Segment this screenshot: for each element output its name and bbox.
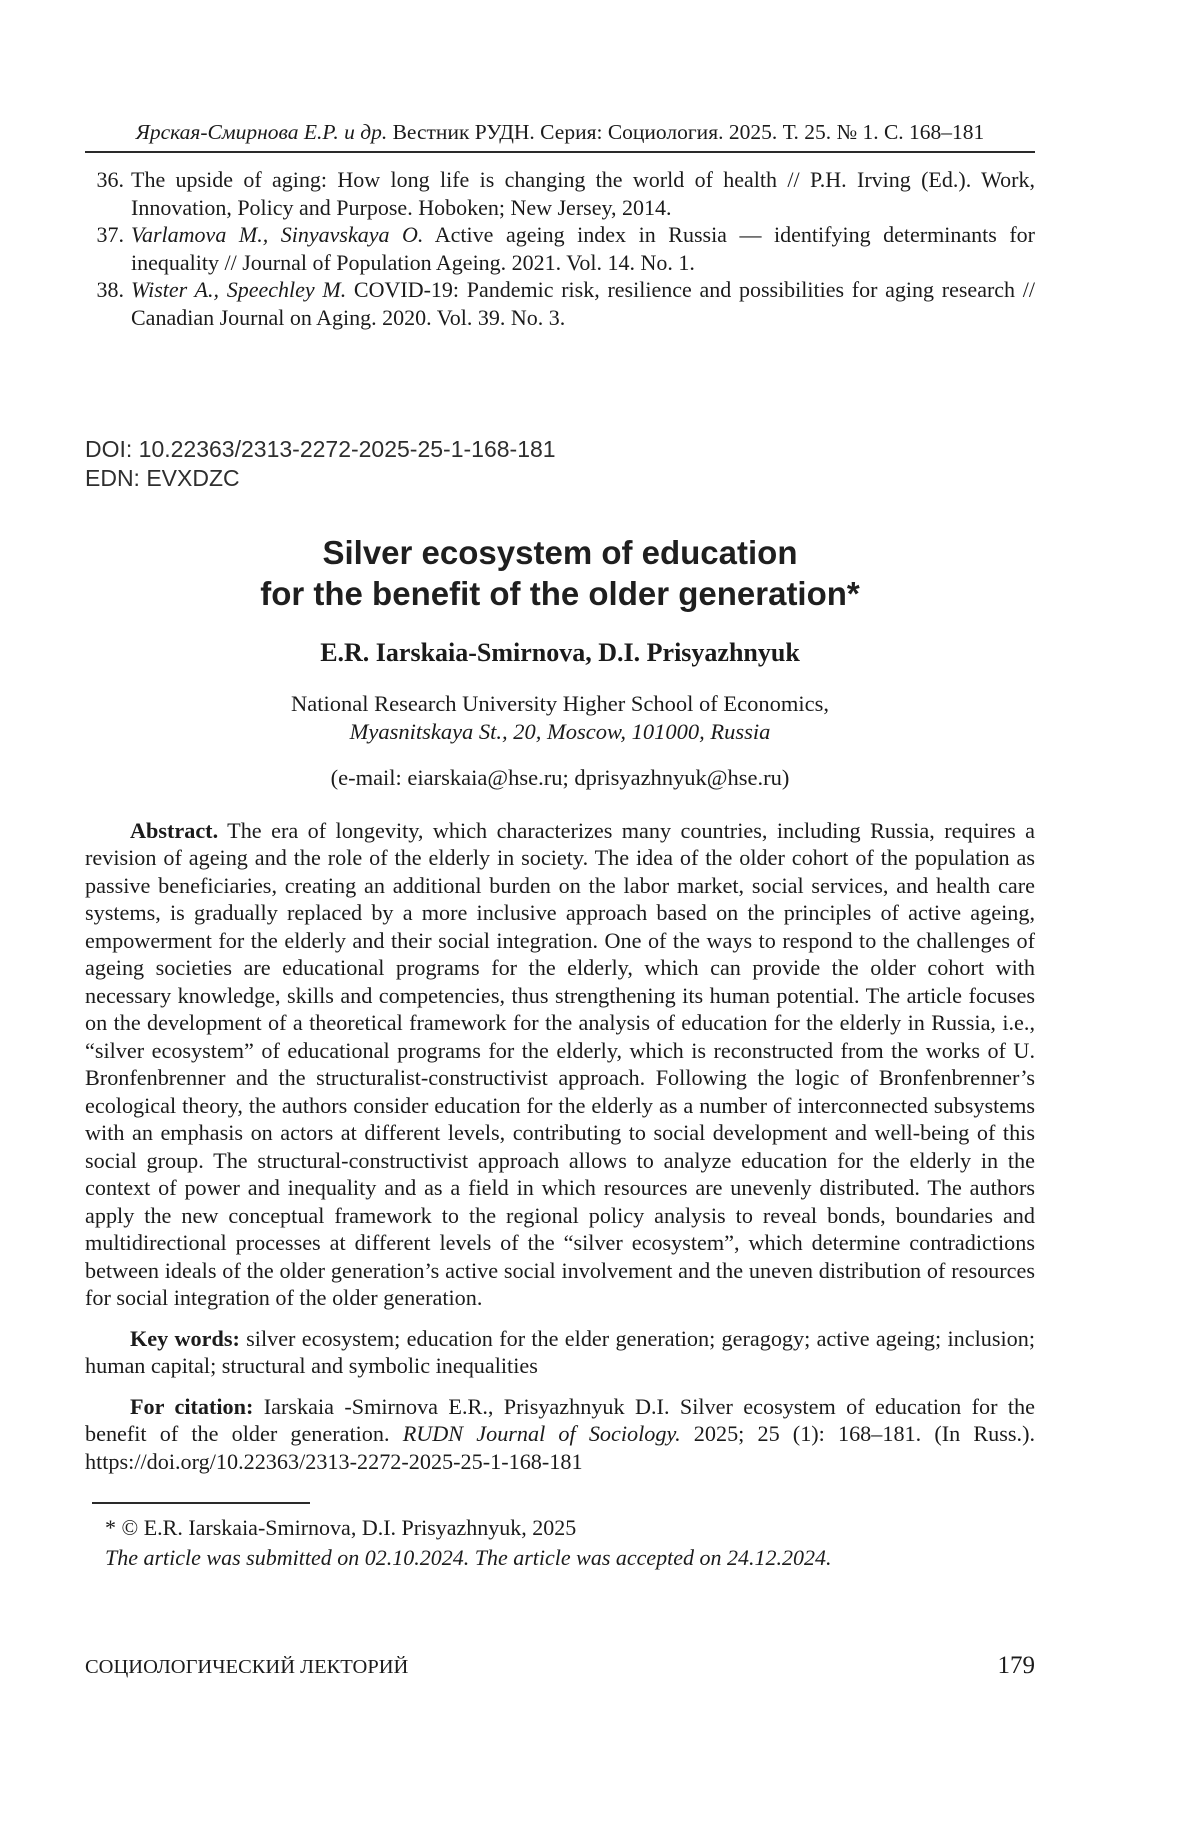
reference-authors: Wister A., Speechley M.	[131, 277, 347, 303]
title-line-2: for the benefit of the older generation*	[260, 574, 860, 612]
reference-number: 37.	[96, 222, 124, 248]
reference-authors: Varlamova M., Sinyavskaya O.	[131, 222, 424, 248]
reference-item	[85, 221, 1035, 276]
keywords-label: Key words:	[130, 1325, 240, 1351]
footnote-copyright: * © E.R. Iarskaia-Smirnova, D.I. Prisyazhnyuk, 2025	[105, 1515, 577, 1541]
reference-body: COVID-19: Pandemic risk, resilience and possibilities for aging research // Canadian Journal on Aging. 2020. Vol. 39. No. 3.	[131, 277, 1035, 330]
reference-number: 38.	[96, 277, 124, 303]
reference-item	[85, 166, 1035, 221]
reference-body: Active ageing index in Russia — identifying determinants for inequality // Journal of Population Ageing. 2021. Vol. 14. No. 1.	[131, 222, 1035, 275]
reference-text	[131, 166, 1035, 221]
affiliation-block	[85, 690, 1035, 746]
reference-text	[131, 276, 1035, 331]
header-rule	[85, 151, 1035, 153]
page-number: 179	[997, 1652, 1035, 1679]
article-identifiers	[85, 435, 1035, 494]
reference-number: 36.	[96, 167, 124, 192]
footnote-dates: The article was submitted on 02.10.2024. The article was accepted on 24.12.2024.	[105, 1545, 832, 1571]
running-head	[85, 118, 1035, 146]
page-footer	[85, 1652, 1035, 1680]
footer-section-title: СОЦИОЛОГИЧЕСКИЙ ЛЕКТОРИЙ	[85, 1656, 409, 1678]
footnote-block	[85, 1513, 1035, 1573]
running-head-journal: Вестник РУДН. Серия: Социология. 2025. Т. 25. № 1. С. 168–181	[387, 120, 985, 144]
authors-line: E.R. Iarskaia-Smirnova, D.I. Prisyazhnyuk	[320, 637, 800, 667]
citation-text-after: 2025; 25 (1): 168–181. (In Russ.). https://doi.org/10.22363/2313-2272-2025-25-1-168-181	[85, 1421, 1035, 1474]
article-title	[85, 532, 1035, 614]
affiliation-line-1: National Research University Higher School of Economics,	[291, 690, 829, 716]
email-line: (e-mail: eiarskaia@hse.ru; dprisyazhnyuk@hse.ru)	[330, 764, 790, 790]
affiliation-line-2: Myasnitskaya St., 20, Moscow, 101000, Russia	[349, 718, 771, 744]
references-list	[85, 166, 1035, 332]
abstract-text: The era of longevity, which characterizes many countries, including Russia, requires a revision of ageing and the role of the elderly in society. The idea of the older cohort of the population as passive beneficiaries, creating an additional burden on the labor market, social services, and health care systems, is gradually replaced by a more inclusive approach based on the principles of active ageing, empowerment for the elderly and their social integration. One of the ways to respond to the challenges of ageing societies are educational programs for the elderly, which can provide the older cohort with necessary knowledge, skills and competencies, thus strengthening its human potential. The article focuses on the development of a theoretical framework for the analysis of education for the elderly in Russia, i.e., “silver ecosystem” of educational programs for the elderly, which is reconstructed from the works of U. Bronfenbrenner and the structuralist-constructivist approach. Following the logic of Bronfenbrenner’s ecological theory, the authors consider education for the elderly as a number of interconnected subsystems with an emphasis on actors at different levels, contributing to social development and well-being of this social group. The structural-constructivist approach allows to analyze education for the elderly in the context of power and inequality and as a field in which resources are unevenly distributed. The authors apply the new conceptual framework to the regional policy analysis to reveal bonds, boundaries and multidirectional processes at different levels of the “silver ecosystem”, which determine contradictions between ideals of the older generation’s active social involvement and the uneven distribution of resources for social integration of the older generation.	[85, 817, 1035, 1311]
citation-text-before: Iarskaia -Smirnova E.R., Prisyazhnyuk D.I. Silver ecosystem of education for the benefit of the older generation.	[85, 1393, 1035, 1447]
citation-label: For citation:	[130, 1393, 254, 1419]
keywords-paragraph	[85, 1325, 1035, 1380]
content-column	[85, 0, 1035, 1573]
edn-line: EDN: EVXDZC	[85, 465, 240, 492]
title-line-1: Silver ecosystem of education	[322, 533, 798, 571]
abstract-label: Abstract.	[130, 817, 219, 843]
doi-line: DOI: 10.22363/2313-2272-2025-25-1-168-181	[85, 435, 556, 462]
keywords-text: silver ecosystem; education for the elder generation; geragogy; active ageing; inclusion; human capital; structural and symbolic inequalities	[85, 1325, 1035, 1379]
abstract-paragraph	[85, 817, 1035, 1312]
reference-body: The upside of aging: How long life is changing the world of health // P.H. Irving (Ed.). Work, Innovation, Policy and Purpose. Hoboken; New Jersey, 2014.	[131, 167, 1035, 220]
running-head-authors: Ярская-Смирнова Е.Р. и др.	[135, 120, 388, 144]
reference-text	[131, 221, 1035, 276]
citation-paragraph	[85, 1393, 1035, 1476]
footnote-rule	[92, 1502, 310, 1504]
reference-item	[85, 276, 1035, 331]
citation-journal: RUDN Journal of Sociology.	[402, 1421, 681, 1447]
